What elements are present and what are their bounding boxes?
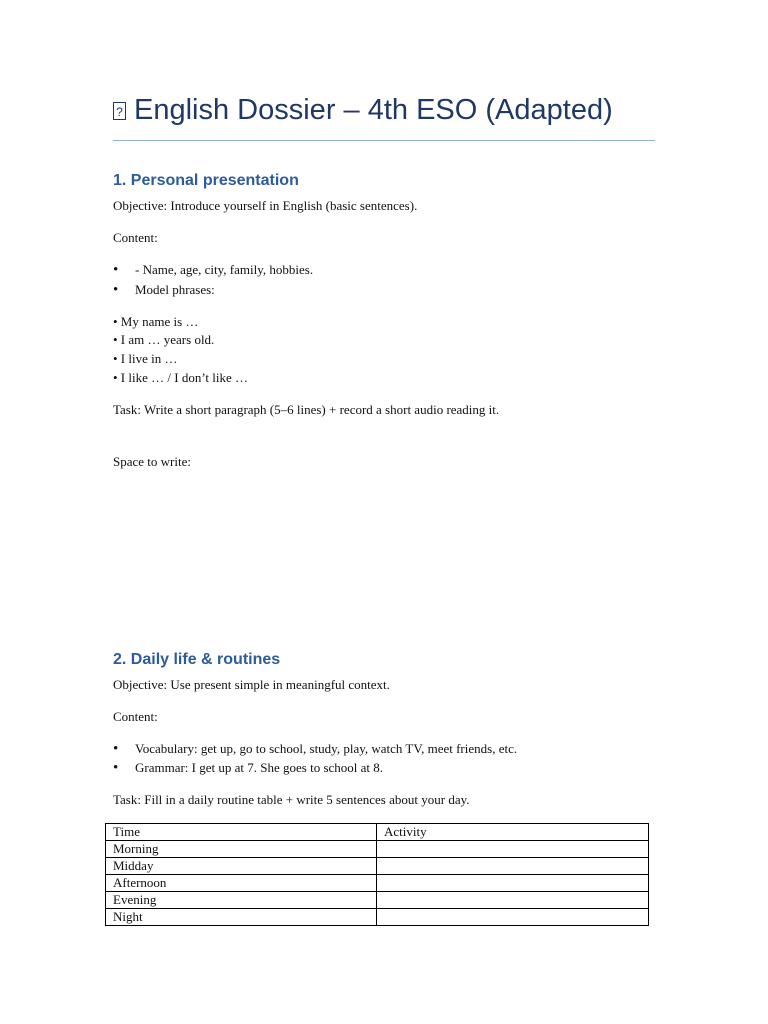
task-text: Task: Write a short paragraph (5–6 lines) + record a short audio reading it. [113,402,500,417]
table-header-cell: Activity [377,824,649,841]
table-cell [377,909,649,926]
table-cell [377,892,649,909]
bullet-item: • - Name, age, city, family, hobbies. [113,262,314,278]
content-label: Content: [113,230,158,245]
bullet-icon: • [113,760,119,776]
section-heading-daily-life: 2. Daily life & routines [113,651,281,668]
bullet-icon: • [113,262,119,278]
bullet-icon: • [113,741,119,757]
table-cell: Afternoon [106,875,377,892]
model-phrase: • I like … / I don’t like … [113,370,249,385]
bullet-item: • Grammar: I get up at 7. She goes to school at 8. [113,760,384,776]
title-divider [113,140,655,141]
table-header-row [106,824,649,841]
content-label: Content: [113,709,158,724]
bullet-item: • Model phrases: [113,282,215,298]
space-to-write-label: Space to write: [113,454,191,469]
model-phrase: • I am … years old. [113,332,215,347]
table-row [106,841,649,858]
table-row [106,909,649,926]
document-title [113,94,655,127]
table-cell: Night [106,909,377,926]
task-text: Task: Fill in a daily routine table + write 5 sentences about your day. [113,792,470,807]
table-cell: Midday [106,858,377,875]
table-header-cell: Time [106,824,377,841]
table-cell: Morning [106,841,377,858]
section-heading-personal-presentation: 1. Personal presentation [113,172,299,189]
objective-text: Objective: Introduce yourself in English (basic sentences). [113,198,418,213]
table-cell [377,875,649,892]
table-cell [377,858,649,875]
table-row [106,858,649,875]
bullet-icon: • [113,282,119,298]
table-cell [377,841,649,858]
daily-routine-table [105,823,649,926]
table-row [106,892,649,909]
table-row [106,875,649,892]
title-text: English Dossier – 4th ESO (Adapted) [134,94,613,126]
document-icon: ? [113,102,126,120]
objective-text: Objective: Use present simple in meaningful context. [113,677,390,692]
table-cell: Evening [106,892,377,909]
model-phrase: • My name is … [113,314,199,329]
model-phrase: • I live in … [113,351,178,366]
bullet-item: • Vocabulary: get up, go to school, study, play, watch TV, meet friends, etc. [113,741,518,757]
